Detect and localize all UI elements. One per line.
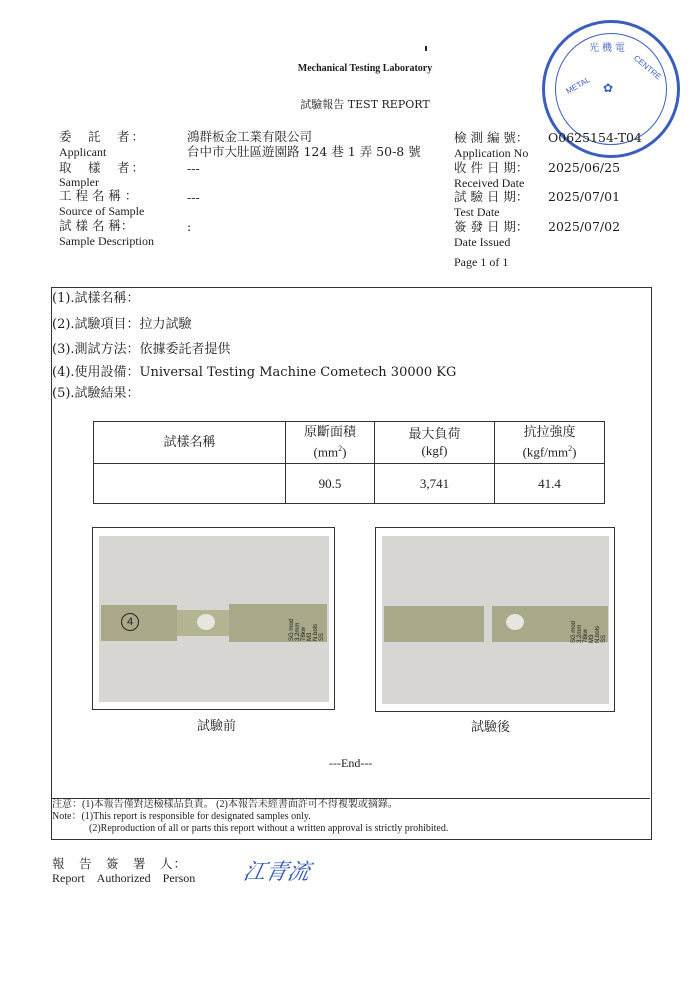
item-equipment: (4).使用設備：Universal Testing Machine Cometech 30000 KG [52, 365, 457, 380]
source-value: --- [187, 190, 200, 205]
scan-mark [425, 46, 427, 51]
header-max-load-label: 最大負荷 [408, 426, 461, 442]
specimen-piece-left [384, 606, 484, 642]
note-en-1: Note：(1)This report is responsible for designated samples only. [52, 811, 311, 822]
lab-title: Mechanical Testing Laboratory [297, 63, 433, 74]
specimen-grip-left [101, 605, 177, 641]
page-number: Page 1 of 1 [454, 255, 509, 269]
header-max-load [375, 422, 495, 464]
specimen-glare [197, 614, 215, 630]
seal-text-left: METAL [564, 75, 592, 96]
header-sample-name [94, 422, 286, 464]
cell-area: 90.5 [286, 464, 375, 504]
specimen-note: SG mod 3.2mm 78kw M3 N.bols SS [571, 620, 607, 643]
sample-desc-label: 試 樣 名 稱： [59, 218, 134, 233]
sampler-label: 取 樣 者： [59, 160, 147, 175]
header-area-unit: (mm [313, 444, 339, 460]
end-marker: ---End--- [329, 756, 373, 770]
cell-tensile-strength: 41.4 [495, 464, 605, 504]
specimen-number: 4 [121, 613, 139, 631]
photo-before-test [92, 527, 335, 710]
caption-before: 試驗前 [197, 719, 237, 734]
issued-value: 2025/07/02 [548, 219, 621, 234]
sampler-value: --- [187, 161, 200, 176]
issued-label-en: Date Issued [454, 235, 511, 249]
source-label-en: Source of Sample [59, 204, 145, 218]
header-tensile-sup: 2 [568, 443, 573, 453]
header-area-label: 原斷面積 [303, 424, 356, 440]
header-sample-name-label: 試樣名稱 [163, 434, 216, 450]
item-test-results: (5).試驗結果： [52, 386, 140, 401]
applicant-label: 委 託 者： [59, 129, 147, 144]
cell-max-load: 3,741 [375, 464, 495, 504]
caption-after: 試驗後 [471, 720, 511, 735]
table-row [94, 464, 605, 504]
header-area [286, 422, 375, 464]
specimen-note: SG mod 3.2mm 78kw M3 N.bols SS [289, 618, 325, 641]
test-date-label: 試 驗 日 期： [454, 189, 529, 204]
authorized-signature: 江青流 [240, 860, 313, 885]
header-area-sup: 2 [338, 443, 343, 453]
specimen-glare [506, 614, 524, 630]
app-no-label-en: Application No [454, 146, 529, 160]
issued-label: 簽 發 日 期： [454, 219, 529, 234]
item-sample-name: (1).試樣名稱： [52, 291, 140, 306]
note-en-2: (2)Reproduction of all or parts this report without a written approval is strictly prohibited. [89, 823, 449, 834]
received-label-en: Received Date [454, 176, 525, 190]
app-no-value: O0625154-T04 [548, 130, 642, 145]
sample-desc-label-en: Sample Description [59, 234, 154, 248]
header-tensile-strength [495, 422, 605, 464]
sample-desc-value: : [187, 219, 192, 234]
signature-label-en: Report Authorized Person [52, 871, 196, 885]
header-tensile-unit: (kgf/mm [522, 444, 569, 460]
applicant-label-en: Applicant [59, 145, 107, 159]
test-date-label-en: Test Date [454, 205, 500, 219]
applicant-name: 鴻群板金工業有限公司 [187, 129, 313, 144]
seal-star-icon: ✿ [603, 81, 614, 95]
received-label: 收 件 日 期： [454, 160, 529, 175]
item-test-method: (3).測試方法：依據委託者提供 [52, 342, 231, 357]
received-value: 2025/06/25 [548, 160, 621, 175]
results-table [93, 421, 605, 504]
header-max-load-unit: (kgf) [421, 442, 448, 458]
cell-sample-name [94, 464, 286, 504]
header-tensile-label: 抗拉強度 [523, 424, 576, 440]
sampler-label-en: Sampler [59, 175, 99, 189]
header-tensile-close: ) [572, 444, 577, 460]
photo-after-test [375, 527, 615, 712]
seal-text-right: CENTRE [631, 53, 663, 82]
note-zh: 注意：(1)本報告僅對送檢樣品負責。 (2)本報告未經書面許可不得複製或摘錄。 [52, 799, 398, 810]
item-test-type: (2).試驗項目：拉力試驗 [52, 317, 192, 332]
test-date-value: 2025/07/01 [548, 189, 621, 204]
app-no-label: 檢 測 編 號： [454, 130, 529, 145]
report-title: 試驗報告 TEST REPORT [300, 98, 430, 111]
header-area-close: ) [342, 444, 347, 460]
seal-text-top: 光機電 [589, 43, 628, 54]
signature-label: 報 告 簽 署 人： [52, 856, 188, 871]
applicant-address: 台中市大肚區遊園路 124 巷 1 弄 50-8 號 [187, 144, 421, 159]
table-header-row [94, 422, 605, 464]
source-label: 工 程 名 稱 ： [59, 188, 138, 203]
